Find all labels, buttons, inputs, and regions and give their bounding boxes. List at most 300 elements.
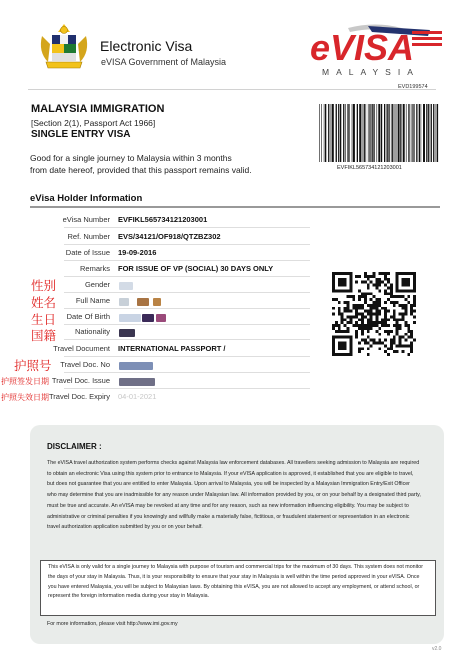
qr-module [352, 298, 355, 301]
barcode-bar [428, 104, 429, 162]
barcode-bar [331, 104, 332, 162]
qr-module [361, 315, 364, 318]
barcode-bar [416, 104, 417, 162]
field-label: Travel Doc. No [60, 360, 110, 369]
barcode-bar [345, 104, 346, 162]
qr-module [381, 324, 384, 327]
qr-module [370, 327, 373, 330]
qr-module [346, 295, 349, 298]
qr-module [338, 327, 341, 330]
qr-module [402, 272, 405, 275]
qr-module [338, 289, 341, 292]
qr-module [349, 310, 352, 313]
qr-module [384, 313, 387, 316]
qr-module [344, 278, 347, 281]
qr-module [378, 281, 381, 284]
qr-module [361, 318, 364, 321]
qr-module [370, 304, 373, 307]
qr-module [338, 324, 341, 327]
qr-module [355, 304, 358, 307]
qr-module [332, 327, 335, 330]
qr-module [344, 324, 347, 327]
barcode-bar [396, 104, 397, 162]
qr-module [361, 307, 364, 310]
qr-module [404, 344, 407, 347]
qr-module [375, 286, 378, 289]
qr-module [399, 304, 402, 307]
qr-module [413, 272, 416, 275]
visa-type: SINGLE ENTRY VISA [31, 129, 131, 140]
redacted-value [119, 314, 141, 322]
annotation-name: 姓名 [31, 295, 57, 310]
qr-module [349, 284, 352, 287]
qr-module [344, 281, 347, 284]
qr-module [378, 347, 381, 350]
qr-module [407, 324, 410, 327]
qr-module [378, 327, 381, 330]
qr-module [338, 342, 341, 345]
qr-module [341, 336, 344, 339]
qr-module [407, 344, 410, 347]
qr-module [384, 301, 387, 304]
qr-module [338, 278, 341, 281]
qr-module [381, 321, 384, 324]
qr-module [407, 301, 410, 304]
qr-module [364, 342, 367, 345]
qr-module [402, 315, 405, 318]
qr-module [393, 315, 396, 318]
qr-module [396, 350, 399, 353]
barcode-bar [426, 104, 427, 162]
qr-module [335, 330, 338, 333]
qr-module [341, 289, 344, 292]
qr-module [375, 284, 378, 287]
qr-module [402, 281, 405, 284]
qr-module [367, 321, 370, 324]
qr-module [375, 318, 378, 321]
field-label: Gender [84, 280, 110, 289]
qr-module [332, 350, 335, 353]
qr-module [375, 324, 378, 327]
barcode-bar [437, 104, 438, 162]
qr-module [332, 336, 335, 339]
qr-module [413, 339, 416, 342]
qr-module [384, 324, 387, 327]
qr-module [378, 321, 381, 324]
field-label: Travel Doc. Issue [51, 376, 110, 385]
qr-module [358, 313, 361, 316]
qr-module [396, 272, 399, 275]
qr-module [335, 298, 338, 301]
qr-module [396, 333, 399, 336]
qr-module [410, 336, 413, 339]
annotation-nationality: 国籍 [31, 328, 57, 343]
qr-module [387, 310, 390, 313]
qr-module [375, 313, 378, 316]
evisa-logo [308, 22, 448, 67]
qr-module [393, 313, 396, 316]
qr-module [335, 324, 338, 327]
qr-module [370, 318, 373, 321]
qr-module [344, 344, 347, 347]
qr-module [390, 339, 393, 342]
qr-module [375, 304, 378, 307]
annotation-passport-expiry: 护照失效日期 [1, 393, 49, 402]
qr-module [378, 301, 381, 304]
qr-module [378, 298, 381, 301]
qr-module [396, 301, 399, 304]
qr-module [355, 307, 358, 310]
redacted-value [119, 362, 153, 370]
qr-module [387, 286, 390, 289]
qr-module [390, 301, 393, 304]
qr-module [361, 330, 364, 333]
qr-module [344, 336, 347, 339]
qr-module [384, 344, 387, 347]
qr-module [367, 304, 370, 307]
qr-module [346, 272, 349, 275]
qr-module [375, 310, 378, 313]
qr-module [375, 315, 378, 318]
qr-module [370, 281, 373, 284]
qr-module [390, 330, 393, 333]
qr-module [349, 281, 352, 284]
qr-module [361, 327, 364, 330]
barcode [318, 104, 440, 162]
qr-module [344, 307, 347, 310]
qr-module [393, 350, 396, 353]
annotation-gender: 性别 [31, 278, 57, 293]
barcode-bar [423, 104, 425, 162]
qr-module [402, 336, 405, 339]
qr-module [404, 310, 407, 313]
qr-module [332, 275, 335, 278]
qr-module [402, 278, 405, 281]
qr-module [349, 275, 352, 278]
qr-module [358, 289, 361, 292]
qr-module [355, 330, 358, 333]
qr-module [344, 284, 347, 287]
redacted-value [119, 282, 133, 290]
qr-module [373, 321, 376, 324]
qr-module [370, 339, 373, 342]
qr-module [404, 333, 407, 336]
qr-module [332, 289, 335, 292]
qr-module [332, 307, 335, 310]
disclaimer-paragraph: The eVISA travel authorization system performs checks against Malaysia law enforcement databases. All travellers seeking admission to Malaysia are required to obtain an electronic Visa using this system prior to entrance to Malaysia. If your eVISA application is approved, it established that you are eligible to travel, but does not guarantee that you are entitled to enter Malaysia. Upon arrival to Malaysia, you will be inspected by a Malaysian Immigration Entry/Exit Officer who may determine that you are inadmissible for any reason under Malaysian law. All information provided by you, or on your behalf by a designated third party, must be true and accurate. An eVISA may be revoked at any time and for any reason, such as new information influencing eligibility. You may be subject to administrative or criminal penalties if you knowingly and willfully make a materially false, fictitious, or fraudulent statement or representation in an electronic travel authorization application submitted by you or on your behalf. [47, 460, 421, 531]
qr-module [358, 347, 361, 350]
qr-module [407, 289, 410, 292]
qr-module [387, 298, 390, 301]
qr-module [410, 304, 413, 307]
qr-module [344, 310, 347, 313]
qr-module [355, 321, 358, 324]
qr-module [332, 281, 335, 284]
qr-module [396, 318, 399, 321]
field-label: Ref. Number [67, 232, 110, 241]
qr-module [349, 350, 352, 353]
qr-module [413, 301, 416, 304]
qr-module [387, 278, 390, 281]
barcode-bar [378, 104, 380, 162]
qr-module [390, 344, 393, 347]
qr-module [332, 278, 335, 281]
holder-info-title: eVisa Holder Information [30, 193, 143, 204]
qr-module [367, 336, 370, 339]
qr-module [341, 313, 344, 316]
barcode-bar [431, 104, 432, 162]
qr-module [355, 324, 358, 327]
qr-module [349, 318, 352, 321]
qr-module [358, 350, 361, 353]
qr-module [344, 272, 347, 275]
qr-module [367, 278, 370, 281]
qr-module [399, 344, 402, 347]
qr-module [349, 339, 352, 342]
qr-module [364, 339, 367, 342]
qr-module [338, 313, 341, 316]
field-label: Full Name [75, 296, 110, 305]
qr-module [378, 272, 381, 275]
qr-module [352, 324, 355, 327]
qr-module [399, 318, 402, 321]
barcode-bar [366, 104, 367, 162]
qr-module [355, 275, 358, 278]
qr-module [364, 327, 367, 330]
qr-module [387, 330, 390, 333]
evisa-logo-country: MALAYSIA [322, 67, 420, 77]
qr-module [358, 298, 361, 301]
row-divider [64, 276, 310, 277]
qr-module [367, 347, 370, 350]
qr-module [338, 330, 341, 333]
qr-module [413, 275, 416, 278]
qr-module [370, 307, 373, 310]
qr-module [381, 307, 384, 310]
qr-module [393, 310, 396, 313]
qr-module [338, 347, 341, 350]
qr-module [370, 275, 373, 278]
qr-module [396, 321, 399, 324]
annotation-dob: 生日 [31, 312, 57, 327]
qr-module [413, 278, 416, 281]
qr-module [396, 330, 399, 333]
qr-module [370, 313, 373, 316]
annotation-passport-no: 护照号 [14, 358, 52, 373]
qr-module [378, 284, 381, 287]
qr-module [346, 327, 349, 330]
qr-module [341, 330, 344, 333]
redacted-value [142, 314, 154, 322]
qr-module [338, 307, 341, 310]
qr-module [402, 304, 405, 307]
qr-module [355, 310, 358, 313]
barcode-bar [319, 104, 320, 162]
row-divider [64, 372, 310, 373]
qr-module [407, 284, 410, 287]
qr-module [370, 324, 373, 327]
qr-module [332, 339, 335, 342]
qr-module [358, 307, 361, 310]
qr-module [344, 330, 347, 333]
document-code: EVD199574 [398, 84, 428, 90]
qr-module [332, 324, 335, 327]
qr-module [358, 342, 361, 345]
qr-module [364, 315, 367, 318]
row-divider [64, 244, 310, 245]
qr-module [402, 307, 405, 310]
redacted-value [137, 298, 149, 306]
qr-module [346, 353, 349, 356]
barcode-bar [388, 104, 389, 162]
qr-module [390, 342, 393, 345]
validity-notice-line1: Good for a single journey to Malaysia within 3 months [30, 153, 232, 163]
qr-module [341, 315, 344, 318]
qr-module [332, 284, 335, 287]
holder-info-divider [30, 206, 440, 208]
qr-module [373, 295, 376, 298]
qr-module [378, 342, 381, 345]
field-value: EVS/34121/OF918/QTZBZ302 [118, 232, 221, 241]
qr-module [387, 347, 390, 350]
qr-module [396, 344, 399, 347]
qr-module [341, 342, 344, 345]
qr-module [335, 353, 338, 356]
qr-module [332, 353, 335, 356]
qr-module [332, 342, 335, 345]
barcode-bar [414, 104, 415, 162]
qr-module [358, 275, 361, 278]
qr-module [384, 321, 387, 324]
qr-module [373, 313, 376, 316]
qr-module [410, 307, 413, 310]
row-divider [64, 308, 310, 309]
barcode-bar [357, 104, 358, 162]
validity-notice-line2: from date hereof, provided that this passport remains valid. [30, 165, 252, 175]
qr-module [352, 307, 355, 310]
qr-module [384, 272, 387, 275]
qr-module [346, 301, 349, 304]
qr-module [404, 298, 407, 301]
qr-module [393, 342, 396, 345]
row-divider [64, 356, 310, 357]
qr-module [396, 289, 399, 292]
qr-module [367, 324, 370, 327]
qr-module [399, 339, 402, 342]
qr-module [404, 284, 407, 287]
qr-module [346, 310, 349, 313]
barcode-bar [372, 104, 373, 162]
barcode-bar [384, 104, 385, 162]
more-info-footer: For more information, please visit http://www.imi.gov.my [47, 621, 178, 627]
qr-module [332, 347, 335, 350]
qr-module [387, 324, 390, 327]
qr-module [373, 342, 376, 345]
annotation-passport-issue: 护照签发日期 [1, 377, 49, 386]
qr-module [358, 318, 361, 321]
row-divider [64, 388, 310, 389]
qr-module [413, 284, 416, 287]
qr-module [378, 289, 381, 292]
validity-terms-text: This eVISA is only valid for a single journey to Malaysia with purpose of tourism and commercial trips for the maximum of 30 days. This system does not monitor the days of your stay in Malaysia. Thus, it is your responsibility to ensure that your stay in Malaysia is well within the time period approved in your eVISA. Once you have entered Malaysia, you will be subject to Malaysian laws. By obtaining this eVISA, you are not allowed to accept any employment, or attend school, or represent the foreign information media during your stay in Malaysia. [48, 564, 423, 600]
qr-module [373, 272, 376, 275]
qr-module [384, 339, 387, 342]
qr-module [413, 310, 416, 313]
qr-module [367, 284, 370, 287]
qr-module [358, 304, 361, 307]
barcode-bar [411, 104, 412, 162]
qr-module [404, 272, 407, 275]
qr-module [407, 281, 410, 284]
qr-module [341, 347, 344, 350]
qr-module [370, 321, 373, 324]
evisa-logo-text: eVISA [310, 27, 415, 67]
qr-module [341, 353, 344, 356]
qr-module [384, 318, 387, 321]
qr-module [413, 281, 416, 284]
qr-module [338, 353, 341, 356]
qr-module [352, 315, 355, 318]
qr-module [364, 298, 367, 301]
barcode-bar [381, 104, 382, 162]
qr-module [407, 353, 410, 356]
version-label: v2.0 [432, 646, 442, 652]
qr-module [396, 284, 399, 287]
qr-module [404, 289, 407, 292]
barcode-number: EVFIKL565734121203001 [337, 165, 402, 171]
qr-module [349, 321, 352, 324]
qr-module [402, 344, 405, 347]
qr-module [370, 344, 373, 347]
qr-module [352, 304, 355, 307]
qr-module [390, 289, 393, 292]
qr-module [410, 310, 413, 313]
qr-module [367, 310, 370, 313]
field-label: eVisa Number [62, 215, 110, 224]
qr-module [413, 286, 416, 289]
qr-module [404, 313, 407, 316]
qr-module [396, 324, 399, 327]
qr-module [378, 278, 381, 281]
qr-module [373, 275, 376, 278]
qr-module [349, 315, 352, 318]
qr-module [413, 298, 416, 301]
immigration-title: MALAYSIA IMMIGRATION [31, 103, 165, 115]
qr-module [375, 301, 378, 304]
barcode-bar [398, 104, 400, 162]
barcode-bar [369, 104, 370, 162]
qr-module [399, 313, 402, 316]
qr-module [338, 284, 341, 287]
qr-module [341, 344, 344, 347]
row-divider [64, 260, 310, 261]
qr-module [358, 327, 361, 330]
qr-module [404, 278, 407, 281]
qr-module [381, 342, 384, 345]
barcode-bar [362, 104, 363, 162]
qr-module [393, 336, 396, 339]
redacted-value [156, 314, 166, 322]
qr-module [361, 295, 364, 298]
qr-module [349, 344, 352, 347]
qr-module [384, 310, 387, 313]
qr-module [384, 330, 387, 333]
qr-module [344, 301, 347, 304]
qr-module [335, 289, 338, 292]
qr-module [410, 342, 413, 345]
header-divider [28, 89, 436, 90]
qr-module [361, 339, 364, 342]
